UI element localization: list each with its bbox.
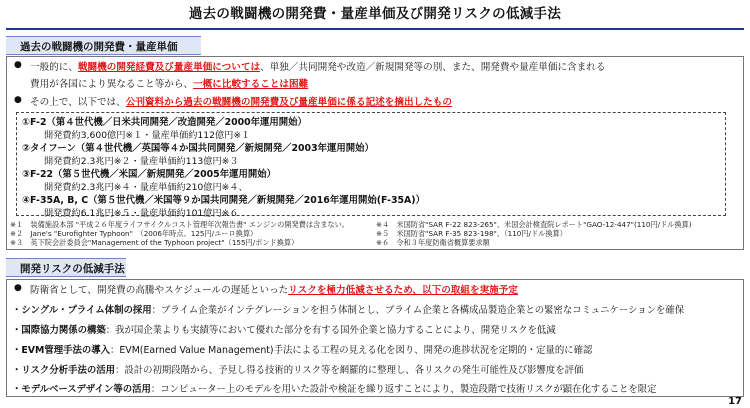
footnote: ※５ 米国防省"SAR F-35 823-198"、（110円/ドル換算） — [376, 229, 567, 238]
risk-measure-row — [12, 302, 684, 316]
fighter-item-head: ①F-2（第４世代機／日米共同開発／改造開発／2000年運用開始） — [22, 117, 307, 128]
page-number: 17 — [728, 396, 742, 407]
risk-measure-text: ：コンピューター上のモデルを用いた設計や検証を繰り返すことにより、製造段階で技術リスクが顕在化することを限定 — [150, 384, 657, 395]
section-heading-costs — [6, 36, 201, 55]
risk-measure-text: ：プライム企業がインテグレーションを担う体制とし、プライム企業と各構成品製造企業との緊密なコミュニケーションを確保 — [151, 305, 685, 316]
risk-measure-row — [12, 362, 583, 376]
risk-measure-row — [12, 381, 656, 395]
risk-measure-label: ・モデルベースデザイン等の活用 — [12, 384, 151, 395]
bullet-icon: ● — [14, 60, 22, 70]
footnote: ※３ 英下院会計委員会"Management of the Typhoon project"（155円/ポンド換算） — [10, 238, 299, 247]
emphasis-text: リスクを極力低減させるため、以下の取組を実施予定 — [288, 285, 518, 296]
footnote: ※１ 装備施設本部 "平成２６年度ライフサイクルコスト管理年次報告書" エンジンの開発費は含まない。 — [10, 220, 349, 229]
fighter-item-cost: 開発費約6.1兆円※５・量産単価約101億円※６ — [44, 208, 239, 219]
section-heading-risk-label: 開発リスクの低減手法 — [20, 263, 125, 275]
title-underline — [6, 28, 744, 30]
risk-measure-text: ：設計の初期段階から、予見し得る技術的リスク等を網羅的に整理し、各リスクの発生可能性及び影響度を評価 — [114, 365, 584, 376]
risk-measure-text: ：EVM(Earned Value Management)手法による工程の見える化を図り、開発の進捗状況を定期的・定量的に確認 — [110, 345, 593, 356]
fighter-item-cost: 開発費約3,600億円※１・量産単価約112億円※１ — [44, 130, 251, 141]
section-heading-costs-label: 過去の戦闘機の開発費・量産単価 — [20, 41, 178, 53]
footnote: ※２ Jane's "Eurofighter Typhoon" （2006年時点、125円/ユーロ換算） — [10, 229, 258, 238]
fighter-item-head: ④F-35A, B, C（第５世代機／米国等９か国共同開発／新規開発／2016年運用開始(F-35A)） — [22, 195, 425, 206]
risk-measure-row — [12, 322, 556, 336]
emphasis-text: 戦闘機の開発経費及び量産単価については — [77, 62, 261, 73]
risk-measure-label: ・シングル・プライム体制の採用 — [12, 305, 152, 316]
text-span: 防衛省として、開発費の高騰やスケジュールの遅延といった — [30, 285, 289, 296]
risk-content-box — [6, 279, 744, 397]
footnote: ※４ 米国防省"SAR F-22 823-265"、米国会計検査院レポート"GAO-12-447"(110円/ドル換算) — [376, 220, 692, 229]
bullet-icon: ● — [14, 95, 22, 105]
text-span: 費用が各国により異なること等から、 — [30, 79, 194, 90]
risk-measure-label: ・国際協力関係の構築 — [12, 325, 106, 336]
bullet-icon: ● — [14, 283, 22, 293]
risk-paragraph-1 — [30, 282, 518, 296]
risk-measure-label: ・EVM管理手法の導入 — [12, 345, 110, 356]
footnote: ※６ 令和３年度防衛省概算要求額 — [376, 238, 490, 247]
costs-paragraph-2 — [30, 94, 452, 108]
page-title: 過去の戦闘機の開発費・量産単価及び開発リスクの低減手法 — [188, 6, 562, 22]
emphasis-text: 公刊資料から過去の戦闘機の開発費及び量産単価に係る記述を摘出したもの — [125, 97, 452, 108]
text-span: 、単独／共同開発や改造／新規開発等の別、また、開発費や量産単価に含まれる — [260, 62, 606, 73]
text-span: その上で、以下では、 — [30, 97, 126, 108]
risk-measure-row — [12, 342, 592, 356]
fighter-item-cost: 開発費約2.3兆円※４・量産単価約210億円※４、 — [44, 182, 248, 193]
risk-measure-text: ：我が国企業よりも実績等において優れた部分を有する国外企業と協力することにより、開発リスクを低減 — [105, 325, 556, 336]
section-heading-risk — [6, 258, 126, 277]
fighter-item-head: ②タイフーン（第４世代機／英国等４か国共同開発／新規開発／2003年運用開始） — [22, 143, 374, 154]
fighter-item-head: ③F-22（第５世代機／米国／新規開発／2005年運用開始） — [22, 169, 276, 180]
emphasis-text: 一概に比較することは困難 — [193, 79, 309, 90]
fighter-item-cost: 開発費約2.3兆円※２・量産単価約113億円※３ — [44, 156, 239, 167]
text-span: 一般的に、 — [30, 62, 78, 73]
risk-measure-label: ・リスク分析手法の活用 — [12, 365, 115, 376]
costs-paragraph-1 — [30, 59, 605, 73]
costs-paragraph-1-cont — [30, 76, 308, 90]
